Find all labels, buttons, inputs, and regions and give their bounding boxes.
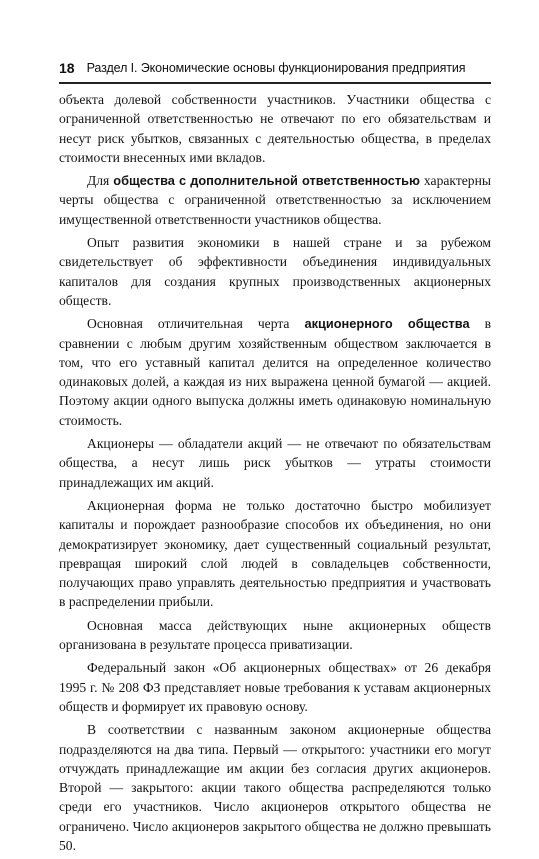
page-header [59,57,489,79]
header-rule [59,82,491,84]
paragraph-4-after: в сравнении с любым другим хозяйственным обществом заключается в том, что его уставный капитал делится на определенное количество одинаковых долей, а каждая из них выражена ценной бумагой — акцией. Поэтому акции одного выпуска должны иметь одинаковую номинальную стоимость. [59,316,491,428]
term-additional-liability-company: общества с дополнительной ответственностью [113,173,420,189]
paragraph-6: Акционерная форма не только достаточно быстро мобилизует капиталы и порождает разнообразие способов их объединения, но они демократизирует экономику, дает существенный социальный результат, превращая широкий слой людей в совладельцев собственности, получающих право управлять деятельностью предприятия и участвовать в распределении прибыли. [59,497,491,610]
paragraph-4 [59,314,491,430]
paragraph-1: объекта долевой собственности участников. Участники общества с ограниченной ответственностью не отвечают по его обязательствам и несут риск убытков, связанных с деятельностью общества, в пределах стоимости внесенных ими вкладов. [59,92,491,165]
term-joint-stock-company: акционерного общества [304,316,470,332]
body-text [59,90,491,859]
paragraph-2 [59,171,491,229]
paragraph-3: Опыт развития экономики в нашей стране и за рубежом свидетельствует об эффективности объединения индивидуальных капиталов для создания крупных производственных акционерных обществ. [59,235,491,308]
paragraph-2-after: характерны черты общества с ограниченной ответственностью за исключением имущественной ответственности участников общества. [59,173,491,227]
paragraph-5: Акционеры — обладатели акций — не отвечают по обязательствам общества, а несут лишь риск убытков — утраты стоимости принадлежащих им акций. [59,436,491,490]
paragraph-7: Основная масса действующих ныне акционерных обществ организована в результате процесса приватизации. [59,617,491,653]
paragraph-8: Федеральный закон «Об акционерных обществах» от 26 декабря 1995 г. № 208 ФЗ представляет новые требования к уставам акционерных обществ и формирует их правовую основу. [59,660,491,714]
paragraph-4-before: Основная отличительная черта [87,316,305,332]
paragraph-9: В соответствии с названным законом акционерные общества подразделяются на два типа. Первый — открытого: участники его могут отчуждать принадлежащие им акции без согласия других акционеров. Второй — закрытого: акции такого общества распределяются только среди его участников. Число акционеров открытого общества не ограничено. Число акционеров закрытого общества не должно превышать 50. [59,722,491,853]
page-number: 18 [59,60,75,76]
paragraph-2-before: Для [87,173,114,189]
running-title: Раздел I. Экономические основы функционирования предприятия [86,61,466,75]
